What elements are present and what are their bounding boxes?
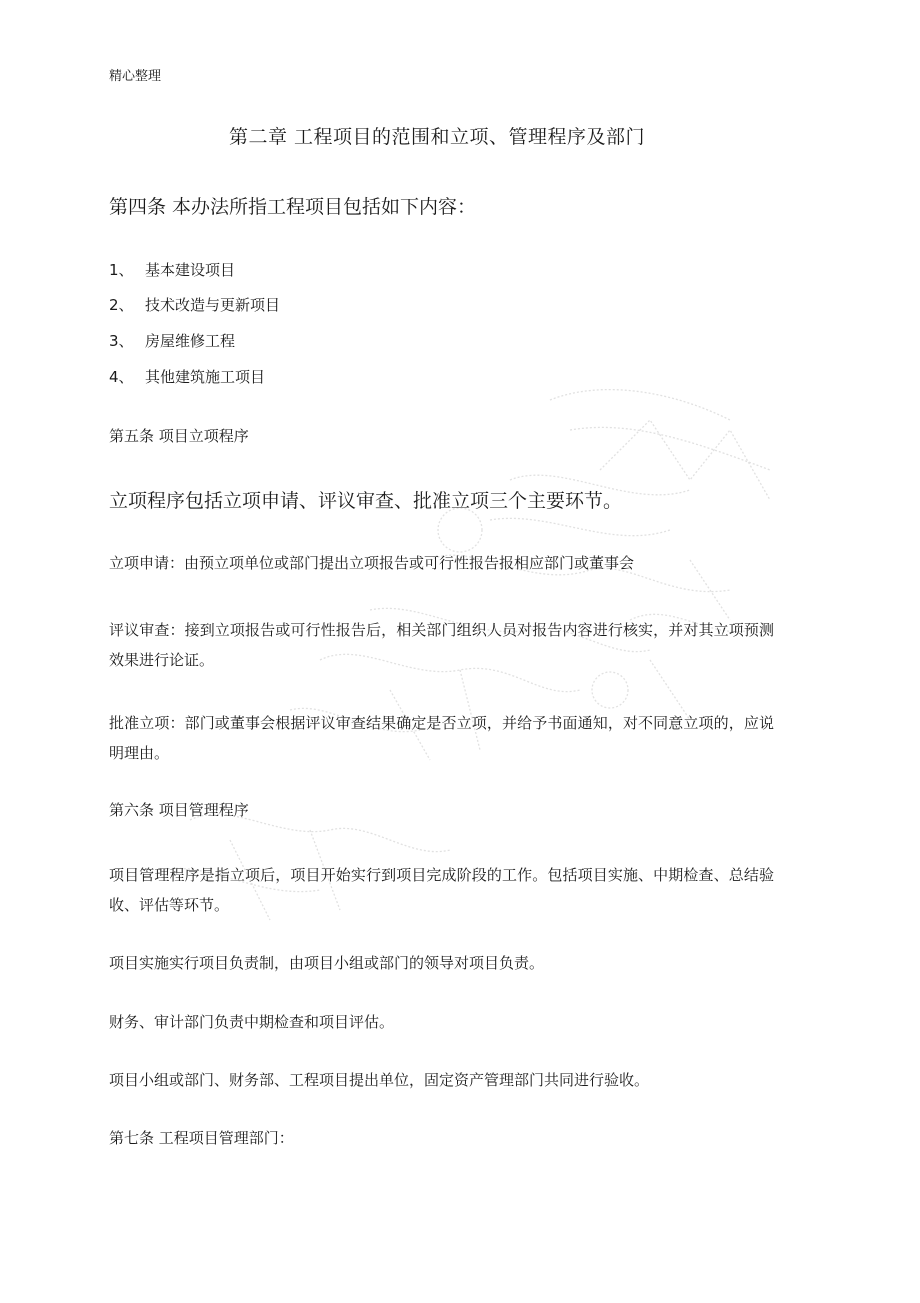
article7-heading: 第七条 工程项目管理部门：	[109, 1129, 294, 1147]
list-item-text: 技术改造与更新项目	[145, 296, 281, 314]
list-item-text: 房屋维修工程	[145, 332, 236, 350]
article5-review: 评议审查：接到立项报告或可行性报告后，相关部门组织人员对报告内容进行核实，并对其立项预测效果进行论证。	[109, 621, 774, 669]
list-item-number: 3、	[109, 332, 134, 350]
list-item	[109, 298, 280, 313]
article5-summary: 立项程序包括立项申请、评议审查、批准立项三个主要环节。	[109, 490, 623, 512]
list-item	[109, 334, 235, 349]
list-item-number: 4、	[109, 368, 134, 386]
chapter-title: 第二章 工程项目的范围和立项、管理程序及部门	[229, 126, 646, 148]
list-item-text: 基本建设项目	[145, 261, 236, 279]
article5-approval: 批准立项：部门或董事会根据评议审查结果确定是否立项，并给予书面通知，对不同意立项的，应说明理由。	[109, 714, 774, 762]
list-item-number: 2、	[109, 296, 134, 314]
article6-heading: 第六条 项目管理程序	[109, 801, 249, 819]
article6-paragraph-2: 项目实施实行项目负责制，由项目小组或部门的领导对项目负责。	[109, 954, 545, 972]
list-item-number: 1、	[109, 261, 134, 279]
list-item	[109, 370, 265, 385]
article5-application: 立项申请：由预立项单位或部门提出立项报告或可行性报告报相应部门或董事会	[109, 554, 635, 572]
article5-heading: 第五条 项目立项程序	[109, 427, 249, 445]
header-label: 精心整理	[109, 69, 162, 84]
list-item-text: 其他建筑施工项目	[145, 368, 266, 386]
list-item	[109, 263, 235, 278]
article4-heading: 第四条 本办法所指工程项目包括如下内容：	[109, 196, 477, 218]
article6-paragraph-3: 财务、审计部门负责中期检查和项目评估。	[109, 1013, 395, 1031]
article6-paragraph-4: 项目小组或部门、财务部、工程项目提出单位，固定资产管理部门共同进行验收。	[109, 1071, 650, 1089]
article6-paragraph-1: 项目管理程序是指立项后，项目开始实行到项目完成阶段的工作。包括项目实施、中期检查、总结验收、评估等环节。	[109, 866, 774, 914]
